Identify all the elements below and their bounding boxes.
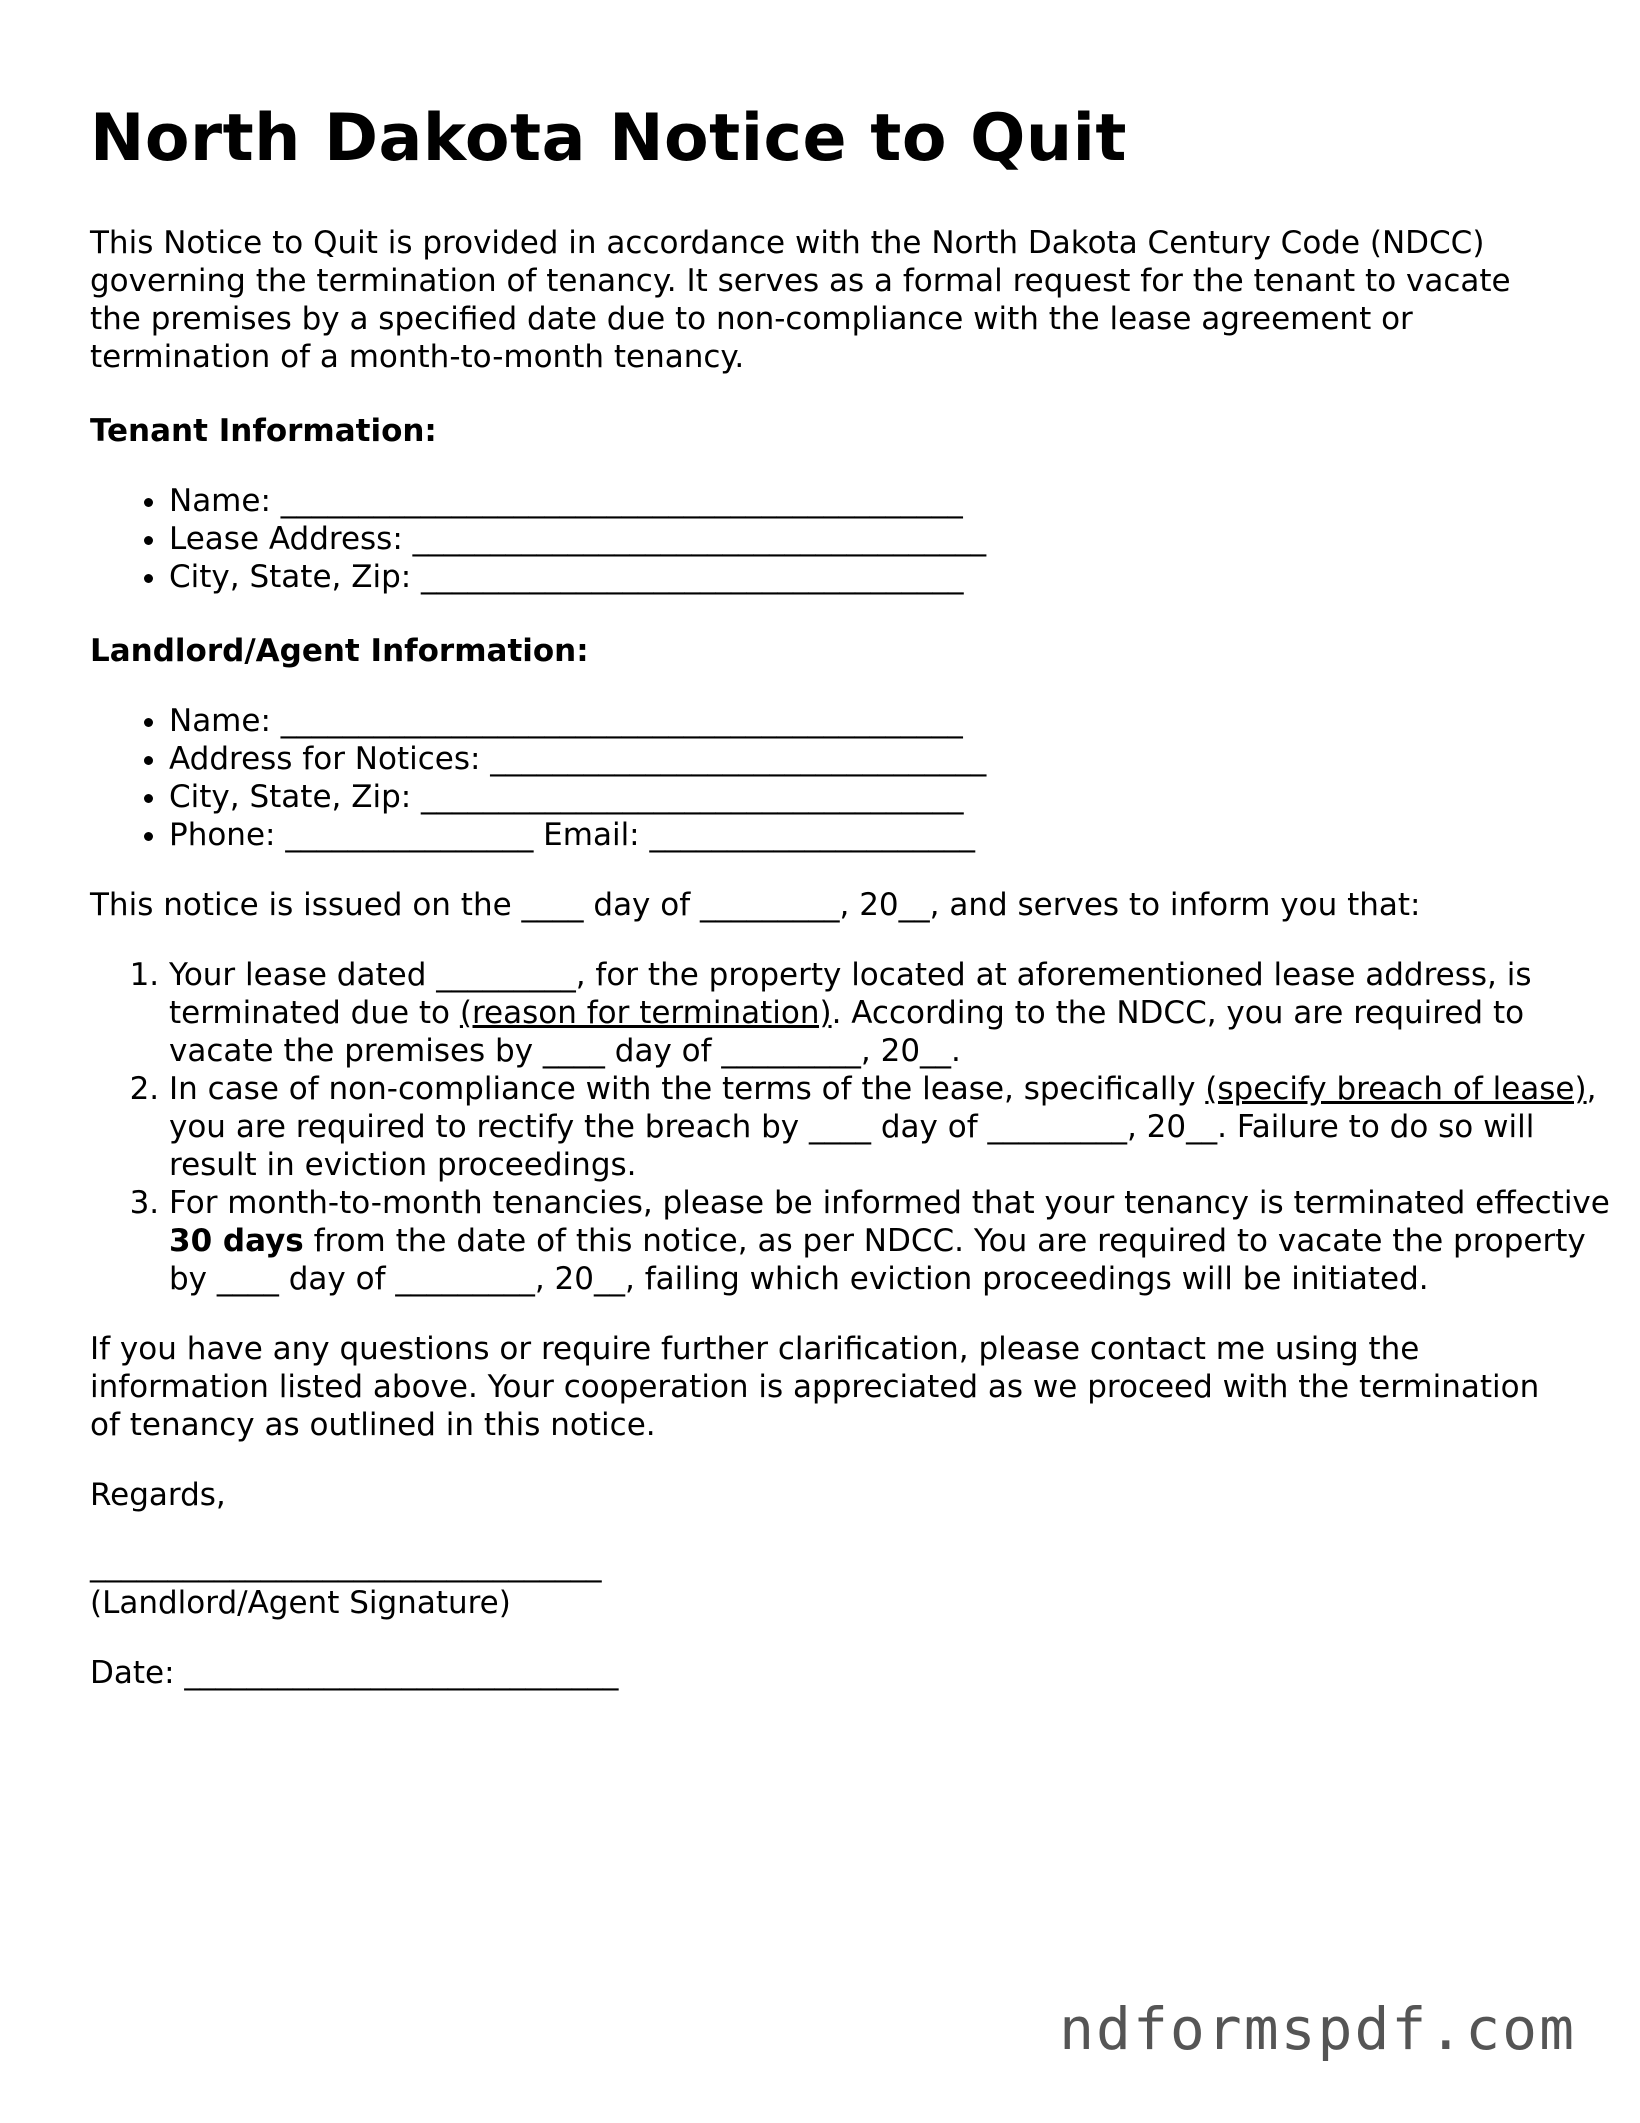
signature-label: (Landlord/Agent Signature) [90, 1585, 511, 1621]
term-2-text-b: , you are required to rectify the breach by ____ day of _________, 20__. Failure to do so will result in eviction proceedings. [169, 1071, 1597, 1183]
closing-paragraph: If you have any questions or require further clarification, please contact me using the information listed above. Your cooperation is appreciated as we proceed with the termination of tenancy as outlined in this notice. [90, 1331, 1540, 1443]
term-2-text-a: In case of non-compliance with the terms of the lease, specifically [169, 1071, 1206, 1107]
term-1-text-b: . According to the NDCC, you are required to vacate the premises by ____ day of _________, 20__. [169, 995, 1525, 1069]
term-item-3 [169, 1184, 1629, 1298]
issued-statement: This notice is issued on the ____ day of _________, 20__, and serves to inform you that: [90, 887, 1421, 923]
tenant-lease-address-field: • Lease Address: _____________________________________ [169, 520, 1560, 558]
regards-text: Regards, [90, 1477, 226, 1513]
tenant-info-list [90, 482, 1560, 596]
tenant-info-heading: Tenant Information: [90, 413, 437, 449]
tenant-name-field: • Name: ____________________________________________ [169, 482, 1560, 520]
term-1-text-a: Your lease dated _________, for the property located at aforementioned lease address, is terminated due to [169, 957, 1532, 1031]
term-3-days: 30 days [169, 1223, 304, 1259]
term-item-1 [169, 956, 1629, 1070]
terms-list [90, 956, 1629, 1298]
site-watermark: ndformspdf.com [1059, 1995, 1576, 2063]
landlord-phone-email-field: • Phone: ________________ Email: _____________________ [169, 816, 1560, 854]
term-3-text-b: from the date of this notice, as per NDCC. You are required to vacate the property by ____ day of _________, 20__, failing which eviction proceedings will be initiated. [169, 1223, 1586, 1297]
term-3-text-a: For month-to-month tenancies, please be informed that your tenancy is terminated effective [169, 1185, 1610, 1221]
notice-document [90, 100, 1610, 1692]
term-1-reason: (reason for termination) [459, 995, 832, 1031]
signature-line: _________________________________ [90, 1547, 602, 1583]
document-title: North Dakota Notice to Quit [90, 101, 1127, 176]
date-line: Date: ____________________________ [90, 1655, 619, 1691]
signature-block [90, 1546, 1560, 1622]
landlord-city-state-zip-field: • City, State, Zip: ___________________________________ [169, 778, 1560, 816]
intro-paragraph: This Notice to Quit is provided in accordance with the North Dakota Century Code (NDCC) governing the termination of tenancy. It serves as a formal request for the tenant to vacate the premises by a specified date due to non-compliance with the lease agreement or termination of a month-to-month tenancy. [90, 225, 1511, 375]
landlord-info-heading: Landlord/Agent Information: [90, 633, 589, 669]
landlord-address-field: • Address for Notices: ________________________________ [169, 740, 1560, 778]
landlord-info-list [90, 702, 1560, 854]
landlord-name-field: • Name: ____________________________________________ [169, 702, 1560, 740]
tenant-city-state-zip-field: • City, State, Zip: ___________________________________ [169, 558, 1560, 596]
term-item-2 [169, 1070, 1629, 1184]
term-2-breach: (specify breach of lease) [1205, 1071, 1587, 1107]
